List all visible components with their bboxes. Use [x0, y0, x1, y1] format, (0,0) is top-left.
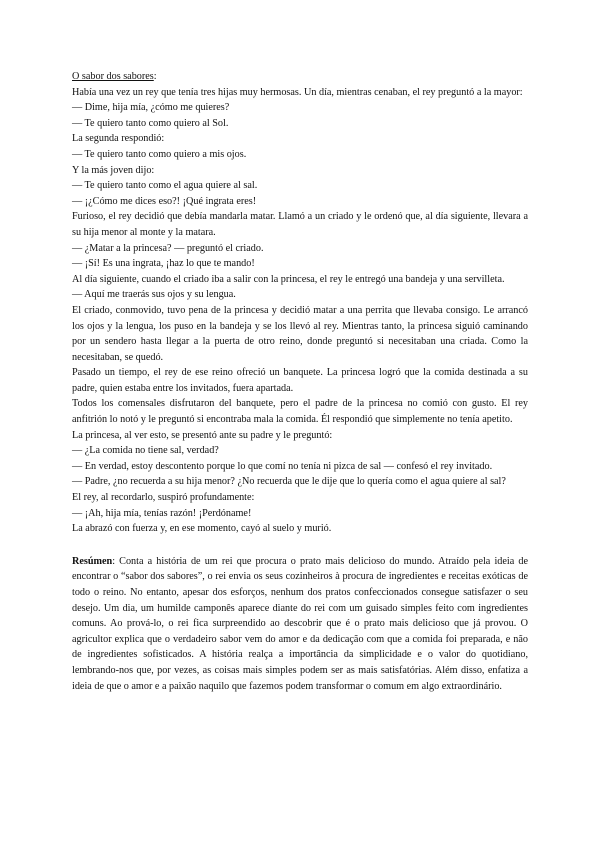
- document-title: O sabor dos sabores: [72, 71, 154, 82]
- summary-text: : Conta a história de um rei que procura o prato mais delicioso do mundo. Atraído pela ideia de encontrar o “sabor dos sabores”, o rei envia os seus cozinheiros à procura de ingredientes e receitas exóticas de todo o reino. No entanto, apesar dos esforços, nenhum dos pratos confeccionados consegue satisfazer o seu desejo. Um dia, um humilde camponês aparece diante do rei com um guisado simples feito com ingredientes comuns. Ao prová-lo, o rei fica surpreendido ao descobrir que é o prato mais delicioso que já provou. O agricultor explica que o verdadeiro sabor vem do amor e da dedicação com que a comida foi preparada, e não de ingredientes sofisticados. A história realça a importância da simplicidade e o valor do quotidiano, lembrando-nos que, por vezes, as coisas mais simples podem ser as mais satisfatórias. Além disso, enfatiza a ideia de que o amor e a paixão naquilo que fazemos podem transformar o comum em algo extraordinário.: [72, 555, 528, 692]
- story-paragraph: — ¿Matar a la princesa? — preguntó el criado.: [72, 242, 264, 254]
- story-paragraph: Al día siguiente, cuando el criado iba a salir con la princesa, el rey le entregó una bandeja y una servilleta.: [72, 273, 505, 285]
- story-paragraph: — En verdad, estoy descontento porque lo que comí no tenía ni pizca de sal — confesó el rey invitado.: [72, 460, 493, 472]
- story-paragraph: La princesa, al ver esto, se presentó ante su padre y le preguntó:: [72, 429, 333, 441]
- story-paragraph: La segunda respondió:: [72, 133, 165, 145]
- story-paragraph: — Aquí me traerás sus ojos y su lengua.: [72, 289, 236, 301]
- story-paragraph: — Te quiero tanto como el agua quiere al sal.: [72, 180, 258, 192]
- title-line: [72, 69, 528, 85]
- title-colon: :: [153, 71, 157, 82]
- story-paragraph: Había una vez un rey que tenía tres hijas muy hermosas. Un día, mientras cenaban, el rey preguntó a la mayor:: [72, 86, 523, 98]
- story-paragraph: — ¡¿Cómo me dices eso?! ¡Qué ingrata eres!: [72, 195, 257, 207]
- summary-section: [72, 554, 528, 694]
- story-paragraph: — Te quiero tanto como quiero a mis ojos.: [72, 148, 247, 160]
- story-paragraph: El rey, al recordarlo, suspiró profundamente:: [72, 492, 255, 504]
- story-paragraph: — Dime, hija mía, ¿cómo me quieres?: [72, 102, 230, 114]
- summary-paragraph: [72, 554, 528, 694]
- story-paragraph: — Te quiero tanto como quiero al Sol.: [72, 117, 229, 129]
- summary-label: Resúmen: [72, 555, 113, 567]
- story-paragraph: — ¡Sí! Es una ingrata, ¡haz lo que te mando!: [72, 258, 255, 270]
- document-page: [72, 69, 528, 694]
- story-paragraph: Y la más joven dijo:: [72, 164, 155, 176]
- story-paragraph: Pasado un tiempo, el rey de ese reino ofreció un banquete. La princesa logró que la comida destinada a su padre, quien estaba entre los invitados, fuera apartada.: [72, 367, 528, 394]
- story-paragraph: La abrazó con fuerza y, en ese momento, cayó al suelo y murió.: [72, 523, 332, 535]
- story-paragraph: Furioso, el rey decidió que debía mandarla matar. Llamó a un criado y le ordenó que, al día siguiente, llevara a su hija menor al monte y la matara.: [72, 211, 528, 238]
- story-paragraph: El criado, conmovido, tuvo pena de la princesa y decidió matar a una perrita que llevaba consigo. Le arrancó los ojos y la lengua, los puso en la bandeja y se los llevó al rey. Mientras tanto, la princesa siguió caminando por un sendero hasta llegar a la puerta de otro reino, donde preguntó si necesitaban una criada. Como la necesitaban, se quedó.: [72, 304, 528, 363]
- story-paragraph: Todos los comensales disfrutaron del banquete, pero el padre de la princesa no comió con gusto. El rey anfitrión lo notó y le preguntó si encontraba mala la comida. Él respondió que simplemente no tenía apetito.: [72, 398, 528, 426]
- story-paragraph: — ¿La comida no tiene sal, verdad?: [72, 445, 219, 457]
- story-paragraph: — ¡Ah, hija mía, tenías razón! ¡Perdóname!: [72, 507, 252, 519]
- story-body: [72, 85, 528, 537]
- story-paragraph: — Padre, ¿no recuerda a su hija menor? ¿No recuerda que le dije que lo quería como el agua quiere al sal?: [72, 476, 506, 488]
